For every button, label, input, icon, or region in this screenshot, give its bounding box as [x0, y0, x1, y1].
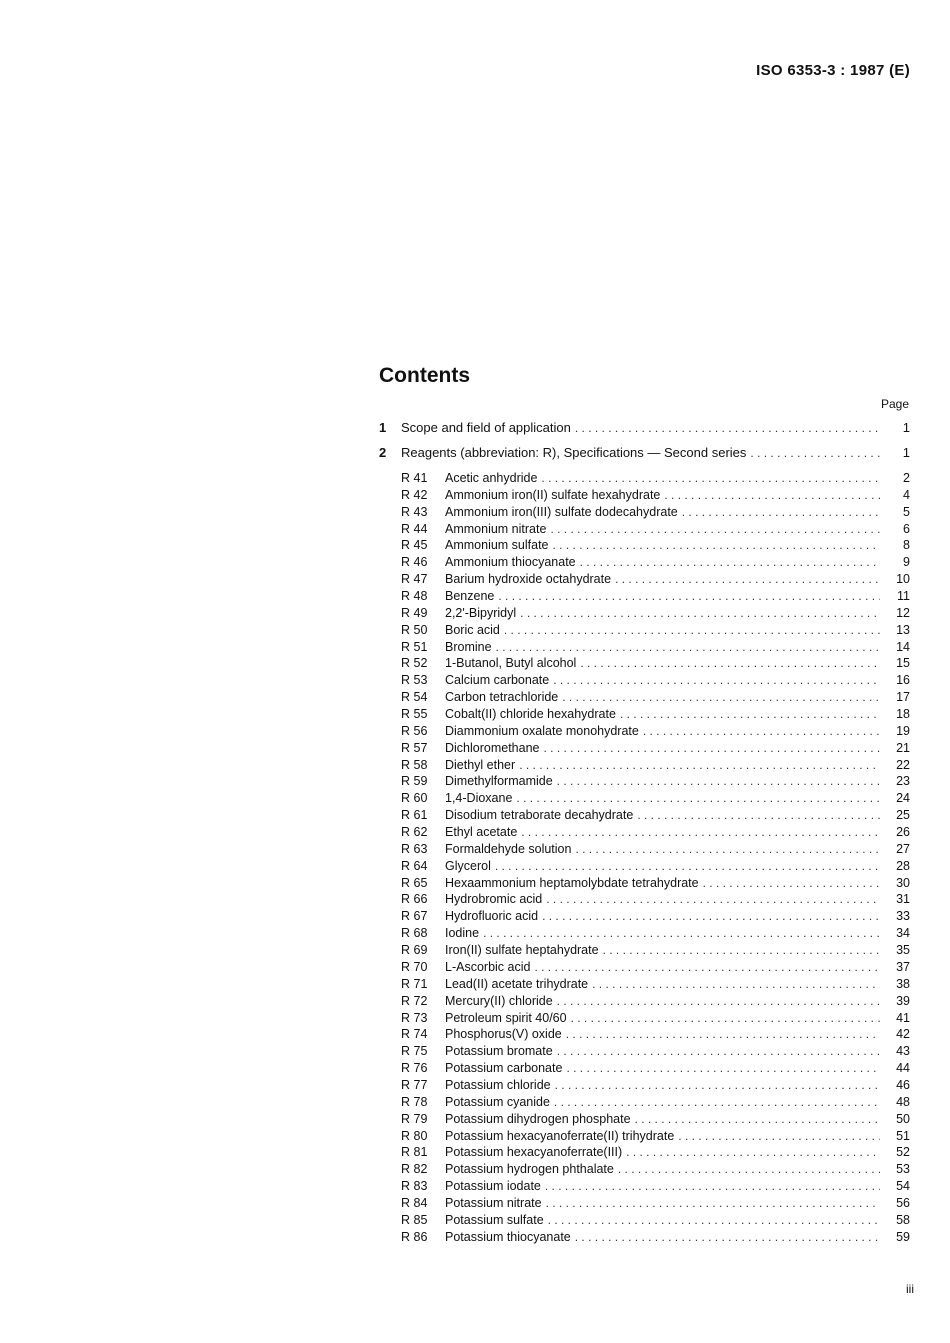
reagent-code: R 73 — [401, 1010, 428, 1025]
dot-leader — [615, 571, 880, 588]
toc-reagent-row[interactable] — [379, 521, 910, 538]
dot-leader — [495, 858, 880, 875]
toc-reagent-row[interactable] — [379, 1144, 910, 1161]
reagent-name: 1-Butanol, Butyl alcohol — [445, 656, 577, 671]
reagent-code: R 66 — [401, 892, 428, 907]
reagent-code: R 53 — [401, 673, 428, 688]
reagent-name: Potassium thiocyanate — [445, 1229, 571, 1244]
reagent-code: R 58 — [401, 757, 428, 772]
toc-reagent-row[interactable] — [379, 554, 910, 571]
reagent-name: Potassium cyanide — [445, 1094, 550, 1109]
reagent-name: Potassium hydrogen phthalate — [445, 1162, 614, 1177]
dot-leader — [603, 942, 880, 959]
reagent-code: R 78 — [401, 1094, 428, 1109]
dot-leader — [534, 959, 880, 976]
toc-reagent-row[interactable] — [379, 537, 910, 554]
reagent-page: 28 — [896, 858, 910, 873]
reagent-code: R 61 — [401, 808, 428, 823]
toc-reagent-row[interactable] — [379, 588, 910, 605]
reagent-page: 39 — [896, 993, 910, 1008]
reagent-page: 8 — [903, 538, 910, 553]
toc-reagent-row[interactable] — [379, 875, 910, 892]
reagent-name: Potassium carbonate — [445, 1061, 563, 1076]
dot-leader — [546, 891, 880, 908]
toc-reagent-row[interactable] — [379, 706, 910, 723]
reagent-name: Potassium dihydrogen phosphate — [445, 1111, 631, 1126]
toc-section-2[interactable] — [379, 444, 910, 462]
reagent-name: Potassium sulfate — [445, 1212, 544, 1227]
reagent-code: R 60 — [401, 791, 428, 806]
toc-reagent-row[interactable] — [379, 689, 910, 706]
reagent-page: 14 — [896, 639, 910, 654]
reagent-page: 33 — [896, 909, 910, 924]
toc-reagent-row[interactable] — [379, 942, 910, 959]
contents-title: Contents — [379, 364, 470, 387]
reagent-name: Potassium chloride — [445, 1077, 551, 1092]
reagent-page: 42 — [896, 1027, 910, 1042]
reagent-page: 44 — [896, 1061, 910, 1076]
reagent-code: R 83 — [401, 1179, 428, 1194]
reagent-page: 22 — [896, 757, 910, 772]
reagent-page: 34 — [896, 926, 910, 941]
toc-reagent-row[interactable] — [379, 757, 910, 774]
reagent-code: R 74 — [401, 1027, 428, 1042]
reagent-name: Barium hydroxide octahydrate — [445, 572, 612, 587]
reagent-page: 54 — [896, 1179, 910, 1194]
dot-leader — [544, 740, 881, 757]
toc-reagent-row[interactable] — [379, 655, 910, 672]
reagent-code: R 56 — [401, 723, 428, 738]
reagent-code: R 69 — [401, 943, 428, 958]
reagent-code: R 65 — [401, 875, 428, 890]
dot-leader — [516, 790, 880, 807]
toc-reagent-row[interactable] — [379, 773, 910, 790]
toc-reagent-row[interactable] — [379, 891, 910, 908]
toc-reagent-row[interactable] — [379, 1026, 910, 1043]
reagent-name: Potassium hexacyanoferrate(II) trihydrate — [445, 1128, 675, 1143]
toc-reagent-row[interactable] — [379, 1128, 910, 1145]
dot-leader — [554, 1094, 880, 1111]
toc-reagent-row[interactable] — [379, 790, 910, 807]
toc-reagent-row[interactable] — [379, 740, 910, 757]
dot-leader — [546, 1195, 880, 1212]
reagent-name: Mercury(II) chloride — [445, 993, 553, 1008]
reagent-page: 51 — [896, 1128, 910, 1143]
dot-leader — [635, 1111, 880, 1128]
section-number: 1 — [379, 420, 387, 435]
reagent-name: Petroleum spirit 40/60 — [445, 1010, 567, 1025]
reagent-code: R 68 — [401, 926, 428, 941]
reagent-page: 53 — [896, 1162, 910, 1177]
dot-leader — [626, 1144, 880, 1161]
reagent-code: R 48 — [401, 589, 428, 604]
reagent-page: 35 — [896, 943, 910, 958]
toc-reagent-row[interactable] — [379, 908, 910, 925]
reagent-page: 12 — [896, 605, 910, 620]
toc-reagent-row[interactable] — [379, 807, 910, 824]
reagent-page: 43 — [896, 1044, 910, 1059]
reagent-name: Benzene — [445, 589, 495, 604]
reagent-name: 2,2'-Bipyridyl — [445, 605, 517, 620]
toc-reagent-row[interactable] — [379, 622, 910, 639]
reagent-code: R 85 — [401, 1212, 428, 1227]
toc-reagent-row[interactable] — [379, 1077, 910, 1094]
reagent-name: Hydrobromic acid — [445, 892, 543, 907]
reagent-code: R 54 — [401, 690, 428, 705]
dot-leader — [550, 521, 880, 538]
reagent-page: 30 — [896, 875, 910, 890]
reagent-code: R 64 — [401, 858, 428, 873]
reagent-page: 46 — [896, 1077, 910, 1092]
reagent-name: Iron(II) sulfate heptahydrate — [445, 943, 599, 958]
reagent-page: 27 — [896, 841, 910, 856]
dot-leader — [620, 706, 880, 723]
toc-reagent-row[interactable] — [379, 571, 910, 588]
reagent-code: R 41 — [401, 471, 428, 485]
toc-reagent-row[interactable] — [379, 487, 910, 504]
dot-leader — [519, 757, 880, 774]
reagent-code: R 76 — [401, 1061, 428, 1076]
reagent-name: Ammonium thiocyanate — [445, 555, 576, 570]
dot-leader — [521, 824, 880, 841]
reagent-name: Potassium iodate — [445, 1179, 541, 1194]
dot-leader — [571, 1010, 880, 1027]
reagent-page: 38 — [896, 976, 910, 991]
dot-leader — [575, 841, 880, 858]
reagent-code: R 77 — [401, 1077, 428, 1092]
reagent-page: 9 — [903, 555, 910, 570]
dot-leader — [557, 773, 880, 790]
reagent-code: R 49 — [401, 605, 428, 620]
toc-reagent-row[interactable] — [379, 1229, 910, 1246]
dot-leader — [664, 487, 880, 504]
dot-leader — [643, 723, 880, 740]
dot-leader — [496, 639, 880, 656]
reagent-name: Ammonium iron(II) sulfate hexahydrate — [445, 487, 661, 502]
dot-leader — [562, 689, 880, 706]
reagent-page: 6 — [903, 521, 910, 536]
reagent-page: 37 — [896, 959, 910, 974]
dot-leader — [580, 655, 880, 672]
document-reference: ISO 6353-3 : 1987 (E) — [756, 62, 910, 79]
toc-reagent-row[interactable] — [379, 504, 910, 521]
dot-leader — [618, 1161, 880, 1178]
reagent-code: R 82 — [401, 1162, 428, 1177]
reagent-list — [379, 470, 910, 1246]
section-number: 2 — [379, 445, 387, 460]
toc-reagent-row[interactable] — [379, 1161, 910, 1178]
reagent-code: R 67 — [401, 909, 428, 924]
dot-leader — [557, 1043, 880, 1060]
dot-leader — [682, 504, 880, 521]
dot-leader — [566, 1060, 880, 1077]
section-page: 1 — [902, 445, 910, 460]
dot-leader — [637, 807, 880, 824]
reagent-page: 50 — [896, 1111, 910, 1126]
reagent-code: R 52 — [401, 656, 428, 671]
reagent-page: 16 — [896, 673, 910, 688]
reagent-page: 24 — [896, 791, 910, 806]
toc-reagent-row[interactable] — [379, 959, 910, 976]
reagent-code: R 71 — [401, 976, 428, 991]
dot-leader — [592, 976, 880, 993]
reagent-page: 10 — [896, 572, 910, 587]
toc-reagent-row[interactable] — [379, 1178, 910, 1195]
reagent-name: Potassium hexacyanoferrate(III) — [445, 1145, 623, 1160]
reagent-code: R 80 — [401, 1128, 428, 1143]
toc-reagent-row[interactable] — [379, 993, 910, 1010]
reagent-name: Formaldehyde solution — [445, 841, 572, 856]
reagent-code: R 44 — [401, 521, 428, 536]
reagent-page: 19 — [896, 723, 910, 738]
reagent-code: R 63 — [401, 841, 428, 856]
reagent-code: R 79 — [401, 1111, 428, 1126]
reagent-code: R 46 — [401, 555, 428, 570]
toc-reagent-row[interactable] — [379, 976, 910, 993]
reagent-name: Ammonium iron(III) sulfate dodecahydrate — [445, 504, 678, 519]
reagent-page: 4 — [903, 487, 910, 502]
reagent-code: R 51 — [401, 639, 428, 654]
section-title: Scope and field of application — [401, 420, 571, 435]
reagent-name: Diammonium oxalate monohydrate — [445, 723, 639, 738]
reagent-code: R 45 — [401, 538, 428, 553]
toc-reagent-row[interactable] — [379, 1111, 910, 1128]
reagent-code: R 62 — [401, 825, 428, 840]
reagent-name: Lead(II) acetate trihydrate — [445, 976, 589, 991]
reagent-code: R 59 — [401, 774, 428, 789]
dot-leader — [541, 470, 880, 487]
reagent-code: R 72 — [401, 993, 428, 1008]
toc-reagent-row[interactable] — [379, 1043, 910, 1060]
reagent-page: 21 — [896, 740, 910, 755]
reagent-name: Ammonium sulfate — [445, 538, 549, 553]
reagent-code: R 42 — [401, 487, 428, 502]
reagent-name: Glycerol — [445, 858, 491, 873]
reagent-code: R 57 — [401, 740, 428, 755]
toc-reagent-row[interactable] — [379, 1212, 910, 1229]
reagent-page: 58 — [896, 1212, 910, 1227]
reagent-code: R 81 — [401, 1145, 428, 1160]
reagent-page: 18 — [896, 707, 910, 722]
toc-reagent-row[interactable] — [379, 605, 910, 622]
reagent-name: Cobalt(II) chloride hexahydrate — [445, 707, 616, 722]
dot-leader — [553, 672, 880, 689]
toc-reagent-row[interactable] — [379, 925, 910, 942]
page-column-label: Page — [880, 397, 909, 411]
reagent-page: 25 — [896, 808, 910, 823]
toc-reagent-row[interactable] — [379, 470, 910, 487]
reagent-code: R 70 — [401, 959, 428, 974]
footer-page-number: iii — [906, 1282, 914, 1296]
dot-leader — [557, 993, 880, 1010]
reagent-code: R 75 — [401, 1044, 428, 1059]
toc-reagent-row[interactable] — [379, 1010, 910, 1027]
reagent-code: R 50 — [401, 622, 428, 637]
reagent-name: 1,4-Dioxane — [445, 791, 513, 806]
reagent-page: 11 — [897, 589, 910, 604]
reagent-page: 56 — [896, 1195, 910, 1210]
reagent-name: Bromine — [445, 639, 492, 654]
toc-reagent-row[interactable] — [379, 723, 910, 740]
reagent-page: 41 — [896, 1010, 910, 1025]
toc-reagent-row[interactable] — [379, 1195, 910, 1212]
reagent-code: R 84 — [401, 1195, 428, 1210]
reagent-code: R 47 — [401, 572, 428, 587]
reagent-name: Ethyl acetate — [445, 825, 518, 840]
dot-leader — [520, 605, 880, 622]
dot-leader — [678, 1128, 880, 1145]
dot-leader — [555, 1077, 880, 1094]
toc-reagent-row[interactable] — [379, 672, 910, 689]
reagent-page: 48 — [896, 1094, 910, 1109]
toc-reagent-row[interactable] — [379, 639, 910, 656]
reagent-page: 13 — [896, 622, 910, 637]
dot-leader — [504, 622, 880, 639]
dot-leader — [553, 537, 880, 554]
toc-reagent-row[interactable] — [379, 841, 910, 858]
reagent-page: 31 — [896, 892, 910, 907]
reagent-name: Dimethylformamide — [445, 774, 553, 789]
section-title: Reagents (abbreviation: R), Specifications — Second series — [401, 445, 747, 460]
reagent-name: Potassium nitrate — [445, 1195, 542, 1210]
dot-leader — [566, 1026, 880, 1043]
reagent-name: Boric acid — [445, 622, 500, 637]
dot-leader — [542, 908, 880, 925]
reagent-page: 26 — [896, 825, 910, 840]
reagent-page: 15 — [896, 656, 910, 671]
dot-leader — [498, 588, 880, 605]
reagent-page: 5 — [903, 504, 910, 519]
dot-leader — [750, 444, 880, 462]
toc-reagent-row[interactable] — [379, 1094, 910, 1111]
dot-leader — [548, 1212, 880, 1229]
section-page: 1 — [902, 420, 910, 435]
reagent-name: Potassium bromate — [445, 1044, 553, 1059]
dot-leader — [580, 554, 880, 571]
reagent-name: Hydrofluoric acid — [445, 909, 539, 924]
dot-leader — [545, 1178, 880, 1195]
reagent-name: Phosphorus(V) oxide — [445, 1027, 562, 1042]
reagent-name: Diethyl ether — [445, 757, 516, 772]
toc-reagent-row[interactable] — [379, 858, 910, 875]
reagent-name: Dichloromethane — [445, 740, 540, 755]
reagent-code: R 55 — [401, 707, 428, 722]
reagent-name: Calcium carbonate — [445, 673, 550, 688]
reagent-name: Carbon tetrachloride — [445, 690, 559, 705]
reagent-name: Hexaammonium heptamolybdate tetrahydrate — [445, 875, 699, 890]
reagent-page: 52 — [896, 1145, 910, 1160]
dot-leader — [575, 1229, 880, 1246]
reagent-page: 17 — [896, 690, 910, 705]
reagent-name: Iodine — [445, 926, 480, 941]
toc-section-1[interactable] — [379, 419, 910, 437]
reagent-code: R 43 — [401, 504, 428, 519]
dot-leader — [483, 925, 880, 942]
reagent-code: R 86 — [401, 1229, 428, 1244]
reagent-page: 23 — [896, 774, 910, 789]
reagent-name: L-Ascorbic acid — [445, 959, 531, 974]
reagent-name: Acetic anhydride — [445, 471, 538, 485]
reagent-page: 59 — [896, 1229, 910, 1244]
toc-reagent-row[interactable] — [379, 824, 910, 841]
dot-leader — [703, 875, 880, 892]
reagent-page: 2 — [903, 471, 910, 485]
toc-reagent-row[interactable] — [379, 1060, 910, 1077]
reagent-name: Disodium tetraborate decahydrate — [445, 808, 634, 823]
reagent-name: Ammonium nitrate — [445, 521, 547, 536]
dot-leader — [575, 419, 880, 437]
